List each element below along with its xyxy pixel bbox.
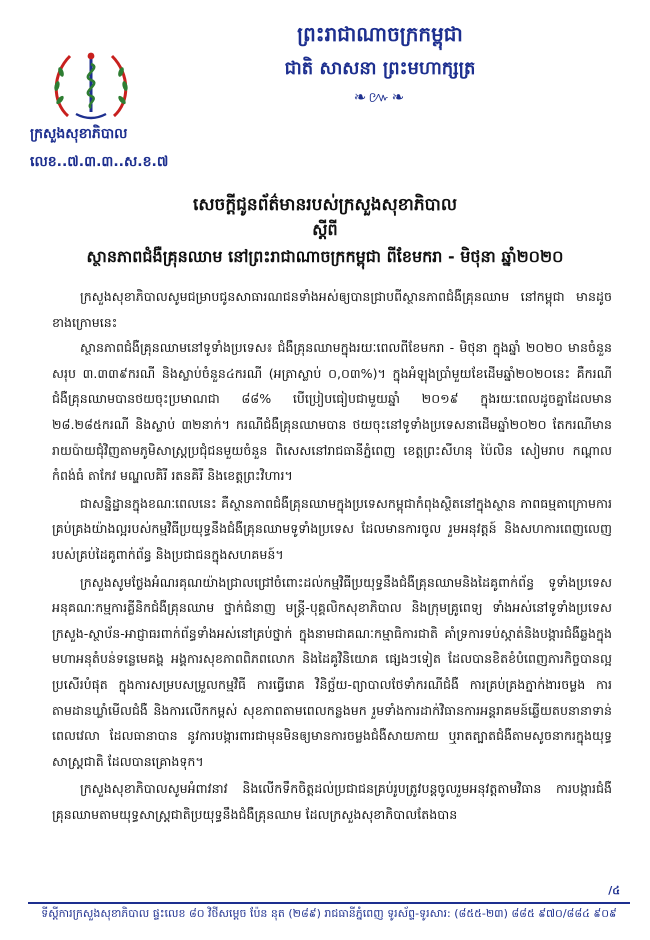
- reference-number: លេខ..៧.៣.៣..ស.ខ.៧: [30, 154, 169, 170]
- document-title-about: ស្តីពី: [312, 220, 338, 239]
- ministry-of-health-logo-icon: [46, 44, 136, 124]
- document-body: [52, 284, 612, 829]
- document-subject: ស្ថានភាពជំងឺគ្រុនឈាម នៅព្រះរាជាណាចក្រកម្ពុជា ពីខែមករា - មិថុនា ឆ្នាំ២០២០: [86, 247, 564, 266]
- ministry-name: ក្រសួងសុខាភិបាល: [30, 126, 128, 142]
- paragraph: ក្រសួងសុខាភិបាលសូមជម្រាបជូនសាធារណជនទាំងអស់ឲ្យបានជ្រាបពីស្ថានភាពជំងឺគ្រុនឈាម នៅកម្ពុជា មានដូចខាងក្រោមនេះ: [52, 289, 612, 330]
- paragraph: ស្ថានភាពជំងឺគ្រុនឈាមនៅទូទាំងប្រទេស៖ ជំងឺគ្រុនឈាមក្នុងរយៈពេលពីខែមករា - មិថុនា ក្នុងឆ្នាំ ២០២០ មានចំនួនសរុប ៣.៣៣៩ករណី និងស្លាប់ចំនួន៤ករណី (អត្រាស្លាប់ ០,០៣%)។ ក្នុងអំឡុងប្រាំមួយខែដើមឆ្នាំ២០២០នេះ គឺករណីជំងឺគ្រុនឈាមបានថយចុះប្រមាណជា ៨៨% បើប្រៀបធៀបជាមួយឆ្នាំ ២០១៩ ក្នុងរយៈពេលដូចគ្នាដែលមាន ២៨.២៨៥ករណី និងស្លាប់ ៣២នាក់។ ករណីជំងឺគ្រុនឈាមបាន ថយចុះនៅទូទាំងប្រទេសនាដើមឆ្នាំ២០២០ តែករណីមានរាយប៉ាយជុំវិញតាមភូមិសាស្ត្រប្រជុំជនមួយចំនួន ពិសេសនៅរាជធានីភ្នំពេញ ខេត្តព្រះសីហនុ ប៉ៃលិន សៀមរាប កណ្តាល កំពង់ធំ តាកែវ មណ្ឌលគិរី រតនគិរី និងខេត្តព្រះវិហារ។: [52, 340, 612, 484]
- footer-address: ទីស្តីការក្រសួងសុខាភិបាល ផ្ទះលេខ ៨០ វិថីសម្តេច ប៉ែន នុត (២៨៩) រាជធានីភ្នំពេញ ទូរស័ព្ទ-ទូរសារ: (៨៥៥-២៣) ៨៨៥ ៩៧០/៨៨៤ ៩០៩: [41, 907, 617, 920]
- document-title: សេចក្តីជូនព័ត៌មានរបស់ក្រសួងសុខាភិបាល: [192, 195, 458, 215]
- kingdom-heading: ព្រះរាជាណាចក្រកម្ពុជា: [297, 22, 463, 46]
- page-number: /៤: [608, 884, 620, 897]
- paragraph: ជាសន្និដ្ឋានក្នុងខណៈពេលនេះ គឺស្ថានភាពជំងឺគ្រុនឈាមក្នុងប្រទេសកម្ពុជាកំពុងស្ថិតនៅក្នុងស្ថាន ភាពធម្មតាក្រោមការគ្រប់គ្រងយ៉ាងល្អរបស់កម្មវិធីប្រយុទ្ធនឹងជំងឺគ្រុនឈាមទូទាំងប្រទេស ដែលមានការចូល រួមអនុវត្តន៍ និងសហការពេញលេញរបស់គ្រប់ដៃគូពាក់ព័ន្ធ និងប្រជាជនក្នុងសហគមន៍។: [52, 495, 612, 562]
- ornament-divider: ❧៚❧: [353, 88, 407, 106]
- national-motto: ជាតិ សាសនា ព្រះមហាក្សត្រ: [284, 58, 476, 79]
- footer-divider: [28, 902, 630, 904]
- paragraph: ក្រសួងសុខាភិបាលសូមអំពាវនាវ និងលើកទឹកចិត្តដល់ប្រជាជនគ្រប់រូបត្រូវបន្តចូលរួមអនុវត្តតាមវិធាន ការបង្ការជំងឺគ្រុនឈាមតាមយុទ្ធសាស្ត្រជាតិប្រយុទ្ធនឹងជំងឺគ្រុនឈាម ដែលក្រសួងសុខាភិបាលតែងបាន: [52, 781, 612, 822]
- paragraph: ក្រសួងសូមថ្លែងអំណរគុណយ៉ាងជ្រាលជ្រៅចំពោះដល់កម្មវិធីប្រយុទ្ធនឹងជំងឺគ្រុនឈាមនិងដៃគូពាក់ព័ន្ធ ទូទាំងប្រទេស អនុគណៈកម្មការគ្លីនិកជំងឺគ្រុនឈាម ថ្នាក់ជំនាញ មន្ត្រី-បុគ្គលិកសុខាភិបាល និងក្រុមគ្រូពេទ្យ ទាំងអស់នៅទូទាំងប្រទេស ក្រសួង-ស្ថាប័ន-អាជ្ញាធរពាក់ព័ន្ធទាំងអស់នៅគ្រប់ថ្នាក់ ក្នុងនាមជាគណៈកម្មាធិការជាតិ គាំទ្រការទប់ស្កាត់និងបង្ការជំងឺឆ្លងក្នុងមហាអនុតំបន់ទន្លេមេគង្គ អង្គការសុខភាពពិភពលោក និងដៃគូវិនិយោគ ផ្សេងៗទៀត ដែលបានខិតខំបំពេញភារកិច្ចបានល្អប្រសើរបំផុត ក្នុងការសម្របសម្រួលកម្មវិធី ការធ្វើរោគ វិនិច្ឆ័យ-ព្យាបាលថែទាំករណីជំងឺ ការគ្រប់គ្រងភ្នាក់ងារចម្លង ការតាមដានឃ្លាំមើលជំងឺ និងការលើកកម្ពស់ សុខភាពតាមពេលកន្លងមក រួមទាំងការដាក់វិធានការអន្តរាគមន៍ឆ្លើយតបនានាទាន់ពេលវេលា ដែលធានាបាន នូវការបង្ការពារជាមុនមិនឲ្យមានការចម្លងជំងឺសាយភាយ ឬរាតត្បាតជំងឺតាមសូចនាករក្នុងយុទ្ធសាស្ត្រជាតិ ដែលបានគ្រោងទុក។: [52, 574, 612, 769]
